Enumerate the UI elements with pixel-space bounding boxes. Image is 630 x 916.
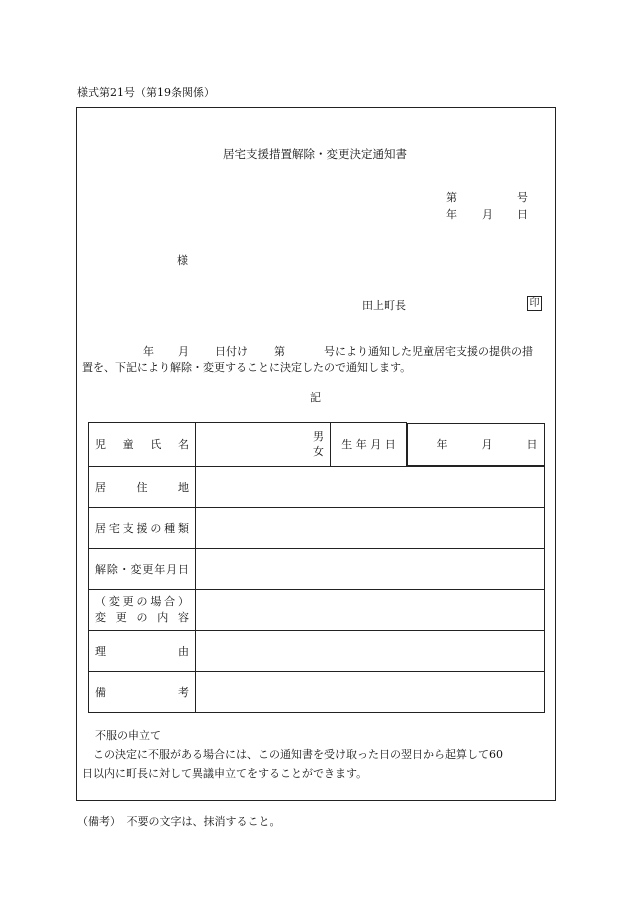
child-name-label [89,423,196,467]
appeal-heading: 不服の申立て [95,729,161,742]
label-chars: 児 童 氏 名 [95,438,189,452]
date-value [196,548,545,589]
dob-label: 生 年 月 日 [331,423,407,467]
reason-label [89,630,196,671]
official-seal-mark: 印 [527,296,542,311]
doc-number-suffix: 号 [517,191,528,204]
body-dated: 日付け [215,345,248,358]
document-title: 居宅支援措置解除・変更決定通知書 [223,147,407,161]
support-type-value [196,507,545,548]
detail-table [88,422,545,713]
table-row [89,507,545,548]
addressee-suffix: 様 [177,254,188,267]
gender-female: 女 [313,445,324,459]
table-row [89,671,545,712]
remarks-value [196,671,545,712]
change-case-label: （ 変 更 の 場 合 ） [95,594,189,608]
remarks-label [89,671,196,712]
body-text-line1: 号により通知した児童居宅支援の提供の措 [324,345,533,358]
body-month: 月 [178,345,189,358]
table-row [89,548,545,589]
doc-date-month: 月 [482,208,493,221]
doc-number-prefix: 第 [446,191,457,204]
body-text-line2: 置を、下記により解除・変更することに決定したので通知します。 [82,361,412,374]
reason-value [196,630,545,671]
label-chars: 居 宅 支 援 の 種 類 [95,521,189,535]
label-chars: 居 住 地 [95,480,189,494]
table-row [89,630,545,671]
appeal-body [82,745,552,783]
doc-date-day: 日 [517,208,528,221]
label-chars: 解 除 ・ 変 更 年 月 日 [95,562,189,576]
ki-heading: 記 [310,391,321,404]
label-chars: 備 考 [95,685,189,699]
table-row [89,466,545,507]
dob-day: 日 [526,438,538,451]
support-type-label [89,507,196,548]
label-chars: 理 由 [95,644,189,658]
dob-value [407,423,545,466]
appeal-line1: この決定に不服がある場合には、この通知書を受け取った日の翌日から起算して60 [82,748,503,761]
dob-month: 月 [481,438,493,451]
address-label [89,466,196,507]
body-year: 年 [143,345,154,358]
gender-male: 男 [313,430,324,444]
table-row [89,423,545,467]
doc-date-year: 年 [446,208,457,221]
form-number: 様式第21号（第19条関係） [77,86,215,99]
change-content-label: 変 更 の 内 容 [95,610,189,624]
dob-year: 年 [436,438,448,451]
date-label [89,548,196,589]
change-content-value [196,589,545,630]
appeal-line2: 日以内に町長に対して異議申立てをすることができます。 [82,767,368,780]
change-content-label-cell [89,589,196,630]
address-value [196,466,545,507]
table-row [89,589,545,630]
footnote: （備考） 不要の文字は、抹消すること。 [77,815,281,828]
gender-cell [196,423,331,467]
issuer-name: 田上町長 [362,299,406,312]
body-number-prefix: 第 [274,345,285,358]
